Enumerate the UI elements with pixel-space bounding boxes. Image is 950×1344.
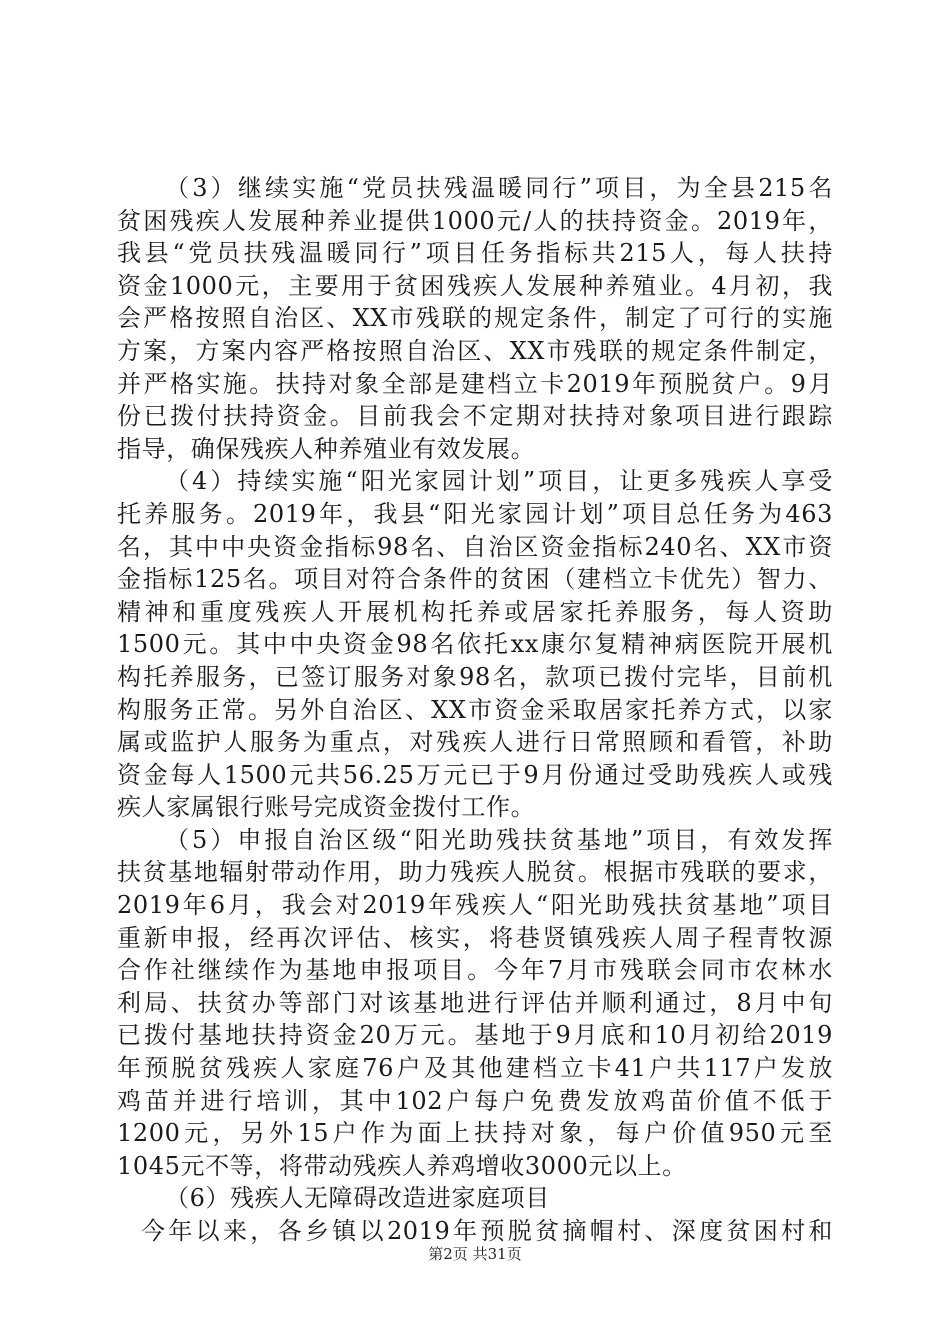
text-line: 名，其中中央资金指标98名、自治区资金指标240名、XX市资 <box>117 532 833 561</box>
text-line: 年预脱贫残疾人家庭76户及其他建档立卡41户共117户发放 <box>117 1054 833 1083</box>
text-line: 方案，方案内容严格按照自治区、XX市残联的规定条件制定， <box>117 336 833 365</box>
text-line: 我县“党员扶残温暖同行”项目任务指标共215人，每人扶持 <box>117 239 833 268</box>
text-line: 疾人家属银行账号完成资金拨付工作。 <box>117 793 536 822</box>
text-line: 今年以来，各乡镇以2019年预脱贫摘帽村、深度贫困村和 <box>141 1217 833 1245</box>
text-line: 合作社继续作为基地申报项目。今年7月市残联会同市农林水 <box>117 956 833 985</box>
text-line: 会严格按照自治区、XX市残联的规定条件，制定了可行的实施 <box>117 304 833 333</box>
text-line: 资金1000元，主要用于贫困残疾人发展种养殖业。4月初，我 <box>117 271 833 300</box>
text-line: 托养服务。2019年，我县“阳光家园计划”项目总任务为463 <box>117 499 833 528</box>
text-line: 2019年6月，我会对2019年残疾人“阳光助残扶贫基地”项目 <box>117 891 833 920</box>
paragraph-4 <box>117 465 833 824</box>
text-line: 指导，确保残疾人种养殖业有效发展。 <box>117 434 536 463</box>
text-line: 贫困残疾人发展种养业提供1000元/人的扶持资金。2019年， <box>117 206 833 235</box>
document-body <box>117 172 833 1248</box>
text-line: （5）申报自治区级“阳光助残扶贫基地”项目，有效发挥 <box>165 825 833 854</box>
text-line: 金指标125名。项目对符合条件的贫困（建档立卡优先）智力、 <box>117 565 833 594</box>
text-line: （6）残疾人无障碍改造进家庭项目 <box>165 1184 550 1213</box>
text-line: 1045元不等，将带动残疾人养鸡增收3000元以上。 <box>117 1151 687 1180</box>
text-line: 构托养服务，已签订服务对象98名，款项已拨付完毕，目前机 <box>117 662 833 691</box>
text-line: 1200元，另外15户作为面上扶持对象，每户价值950元至 <box>117 1119 833 1148</box>
paragraph-6 <box>117 1182 833 1215</box>
text-line: 构服务正常。另外自治区、XX市资金采取居家托养方式，以家 <box>117 695 833 724</box>
text-line: 鸡苗并进行培训，其中102户每户免费发放鸡苗价值不低于 <box>117 1086 833 1115</box>
text-line: 精神和重度残疾人开展机构托养或居家托养服务，每人资助 <box>117 597 833 626</box>
text-line: 重新申报，经再次评估、核实，将巷贤镇残疾人周子程青牧源 <box>117 923 833 952</box>
text-line: 利局、扶贫办等部门对该基地进行评估并顺利通过，8月中旬 <box>117 988 833 1017</box>
page-number: 第2页 共31页 <box>428 1245 522 1263</box>
text-line: （4）持续实施“阳光家园计划”项目，让更多残疾人享受 <box>165 467 833 496</box>
text-line: （3）继续实施“党员扶残温暖同行”项目，为全县215名 <box>165 174 833 202</box>
text-line: 已拨付基地扶持资金20万元。基地于9月底和10月初给2019 <box>117 1021 833 1050</box>
paragraph-5 <box>117 824 833 1183</box>
text-line: 份已拨付扶持资金。目前我会不定期对扶持对象项目进行跟踪 <box>117 402 833 431</box>
text-line: 1500元。其中中央资金98名依托xx康尔复精神病医院开展机 <box>117 630 833 659</box>
paragraph-3 <box>117 172 833 465</box>
text-line: 并严格实施。扶持对象全部是建档立卡2019年预脱贫户。9月 <box>117 369 833 398</box>
text-line: 扶贫基地辐射带动作用，助力残疾人脱贫。根据市残联的要求， <box>117 858 833 887</box>
text-line: 属或监护人服务为重点，对残疾人进行日常照顾和看管，补助 <box>117 728 833 757</box>
text-line: 资金每人1500元共56.25万元已于9月份通过受助残疾人或残 <box>117 760 833 789</box>
